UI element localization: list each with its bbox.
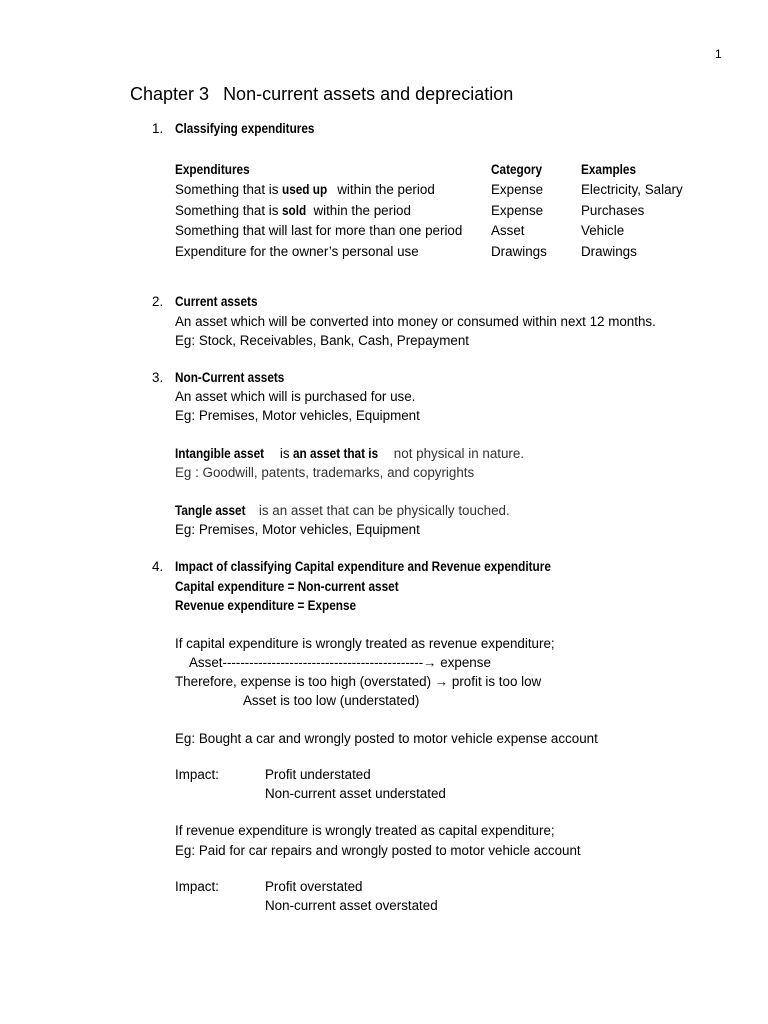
table-row-1-expenditure: Something that is used up within the period: [175, 182, 435, 197]
revenue-expenditure-equation: Revenue expenditure = Expense: [175, 598, 357, 613]
table-row-3-category: Asset: [491, 223, 525, 238]
section-4-number: 4.: [152, 559, 164, 574]
impact-2-profit: Profit overstated: [265, 879, 363, 894]
impact-2-asset: Non-current asset overstated: [265, 898, 438, 913]
intangible-asset-example: Eg : Goodwill, patents, trademarks, and copyrights: [175, 465, 475, 480]
impact-1-profit: Profit understated: [265, 767, 371, 782]
table-row-4-example: Drawings: [581, 244, 637, 259]
table-row-2-expenditure: Something that is sold within the period: [175, 203, 411, 218]
non-current-assets-example: Eg: Premises, Motor vehicles, Equipment: [175, 408, 420, 423]
current-assets-definition: An asset which will be converted into money or consumed within next 12 months.: [175, 314, 656, 329]
capital-wrong-statement: If capital expenditure is wrongly treated as revenue expenditure;: [175, 636, 555, 651]
intangible-asset-definition: Intangible asset is an asset that is not physical in nature.: [175, 446, 525, 461]
impact-label-2: Impact:: [175, 879, 219, 894]
chapter-name: Non-current assets and depreciation: [223, 84, 514, 104]
tangible-asset-definition: Tangle asset is an asset that can be physically touched.: [175, 503, 510, 518]
page-number: 1: [715, 47, 722, 61]
chapter-title: [130, 84, 513, 105]
table-header-expenditures: Expenditures: [175, 162, 250, 177]
asset-to-expense-line: Asset---------------------------------------------→ expense: [189, 655, 491, 670]
table-row-2-example: Purchases: [581, 203, 645, 218]
table-row-1-category: Expense: [491, 182, 544, 197]
section-2-heading: Current assets: [175, 294, 258, 309]
impact-1-asset: Non-current asset understated: [265, 786, 446, 801]
section-3-heading: Non-Current assets: [175, 370, 285, 385]
non-current-assets-definition: An asset which will is purchased for use.: [175, 389, 416, 404]
section-3-number: 3.: [152, 370, 164, 385]
section-1-heading: Classifying expenditures: [175, 121, 315, 136]
table-header-examples: Examples: [581, 162, 637, 177]
revenue-wrong-statement: If revenue expenditure is wrongly treated as capital expenditure;: [175, 823, 555, 838]
section-2-number: 2.: [152, 294, 164, 309]
tangible-asset-example: Eg: Premises, Motor vehicles, Equipment: [175, 522, 420, 537]
table-row-2-category: Expense: [491, 203, 544, 218]
current-assets-example: Eg: Stock, Receivables, Bank, Cash, Prepayment: [175, 333, 469, 348]
arrow-icon: →: [434, 674, 449, 689]
chapter-label: Chapter 3: [130, 84, 210, 104]
section-1-number: 1.: [152, 121, 164, 136]
table-row-4-expenditure: Expenditure for the owner’s personal use: [175, 244, 419, 259]
impact-label-1: Impact:: [175, 767, 219, 782]
table-row-3-example: Vehicle: [581, 223, 625, 238]
therefore-line: Therefore, expense is too high (overstated) → profit is too low: [175, 674, 542, 689]
table-row-4-category: Drawings: [491, 244, 547, 259]
capital-expenditure-equation: Capital expenditure = Non-current asset: [175, 579, 399, 594]
example-car-repairs: Eg: Paid for car repairs and wrongly posted to motor vehicle account: [175, 843, 581, 858]
arrow-icon: →: [423, 655, 437, 670]
example-bought-car: Eg: Bought a car and wrongly posted to motor vehicle expense account: [175, 731, 598, 746]
table-header-category: Category: [491, 162, 543, 177]
table-row-3-expenditure: Something that will last for more than one period: [175, 223, 463, 238]
asset-too-low-line: Asset is too low (understated): [243, 693, 420, 708]
table-row-1-example: Electricity, Salary: [581, 182, 683, 197]
section-4-heading: Impact of classifying Capital expenditure and Revenue expenditure: [175, 559, 551, 574]
